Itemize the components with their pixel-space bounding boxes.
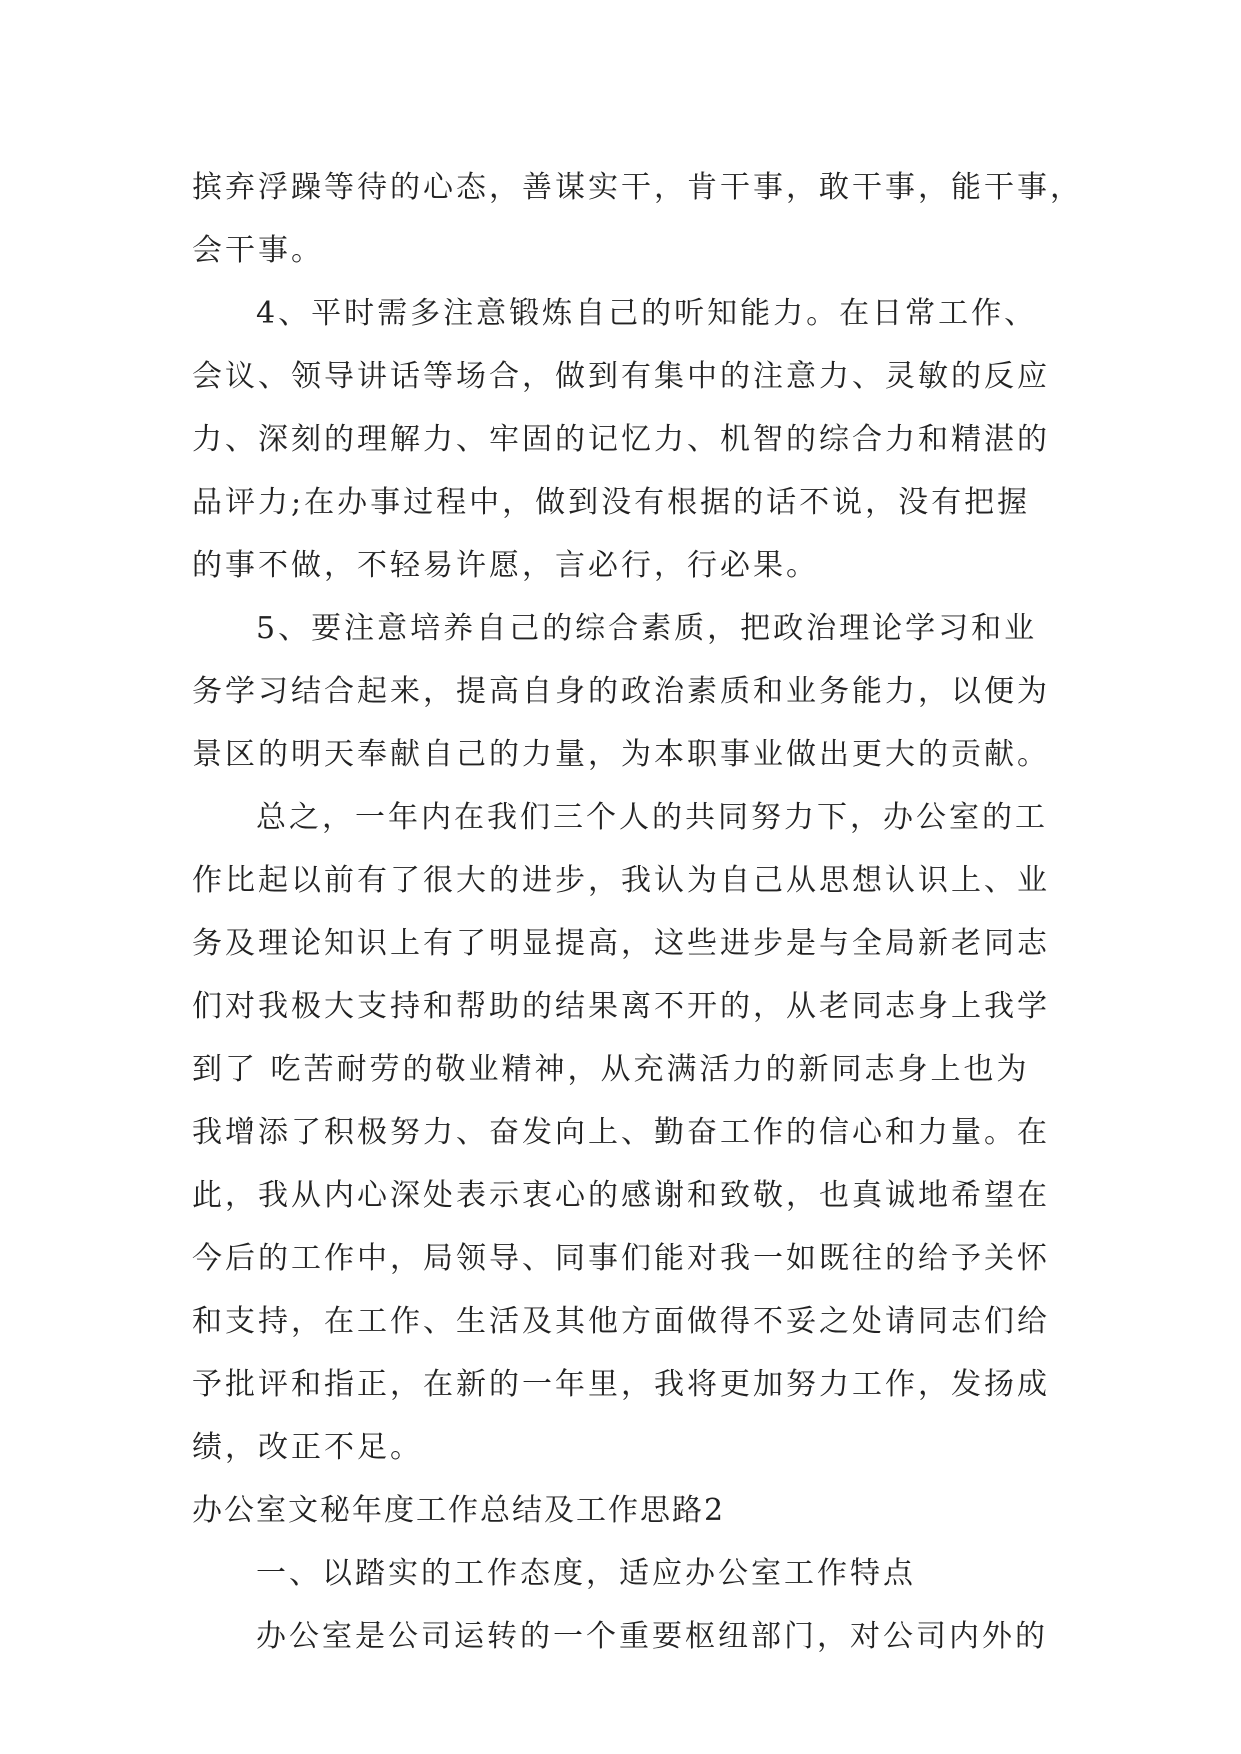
text-line: 摈弃浮躁等待的心态，善谋实干，肯干事，敢干事，能干事， — [192, 170, 1083, 205]
text-line: 绩，改正不足。 — [192, 1430, 423, 1465]
text-line: 此，我从内心深处表示衷心的感谢和致敬，也真诚地希望在 — [192, 1178, 1050, 1213]
text-line: 务学习结合起来，提高自身的政治素质和业务能力，以便为 — [192, 674, 1050, 709]
text-line: 的事不做，不轻易许愿，言必行，行必果。 — [192, 548, 819, 583]
text-line: 会干事。 — [192, 233, 324, 268]
text-line: 5、要注意培养自己的综合素质，把政治理论学习和业 — [256, 611, 1038, 646]
text-line: 景区的明天奉献自己的力量，为本职事业做出更大的贡献。 — [192, 737, 1050, 772]
text-line: 予批评和指正，在新的一年里，我将更加努力工作，发扬成 — [192, 1367, 1050, 1402]
text-line: 们对我极大支持和帮助的结果离不开的，从老同志身上我学 — [192, 989, 1050, 1024]
section-heading: 办公室文秘年度工作总结及工作思路2 — [192, 1493, 726, 1528]
text-line: 今后的工作中，局领导、同事们能对我一如既往的给予关怀 — [192, 1241, 1050, 1276]
text-line: 作比起以前有了很大的进步，我认为自己从思想认识上、业 — [192, 863, 1050, 898]
text-line: 总之，一年内在我们三个人的共同努力下，办公室的工 — [256, 800, 1048, 835]
text-line: 务及理论知识上有了明显提高，这些进步是与全局新老同志 — [192, 926, 1050, 961]
text-line: 4、平时需多注意锻炼自己的听知能力。在日常工作、 — [256, 296, 1038, 331]
text-line: 我增添了积极努力、奋发向上、勤奋工作的信心和力量。在 — [192, 1115, 1050, 1150]
text-line: 到了 吃苦耐劳的敬业精神，从充满活力的新同志身上也为 — [192, 1052, 1030, 1087]
text-line: 和支持，在工作、生活及其他方面做得不妥之处请同志们给 — [192, 1304, 1050, 1339]
text-line: 一、以踏实的工作态度，适应办公室工作特点 — [256, 1556, 916, 1591]
text-line: 品评力;在办事过程中，做到没有根据的话不说，没有把握 — [192, 485, 1031, 520]
text-line: 会议、领导讲话等场合，做到有集中的注意力、灵敏的反应 — [192, 359, 1050, 394]
text-line: 办公室是公司运转的一个重要枢纽部门，对公司内外的 — [256, 1619, 1048, 1654]
document-page — [192, 156, 1083, 1668]
text-line: 力、深刻的理解力、牢固的记忆力、机智的综合力和精湛的 — [192, 422, 1050, 457]
